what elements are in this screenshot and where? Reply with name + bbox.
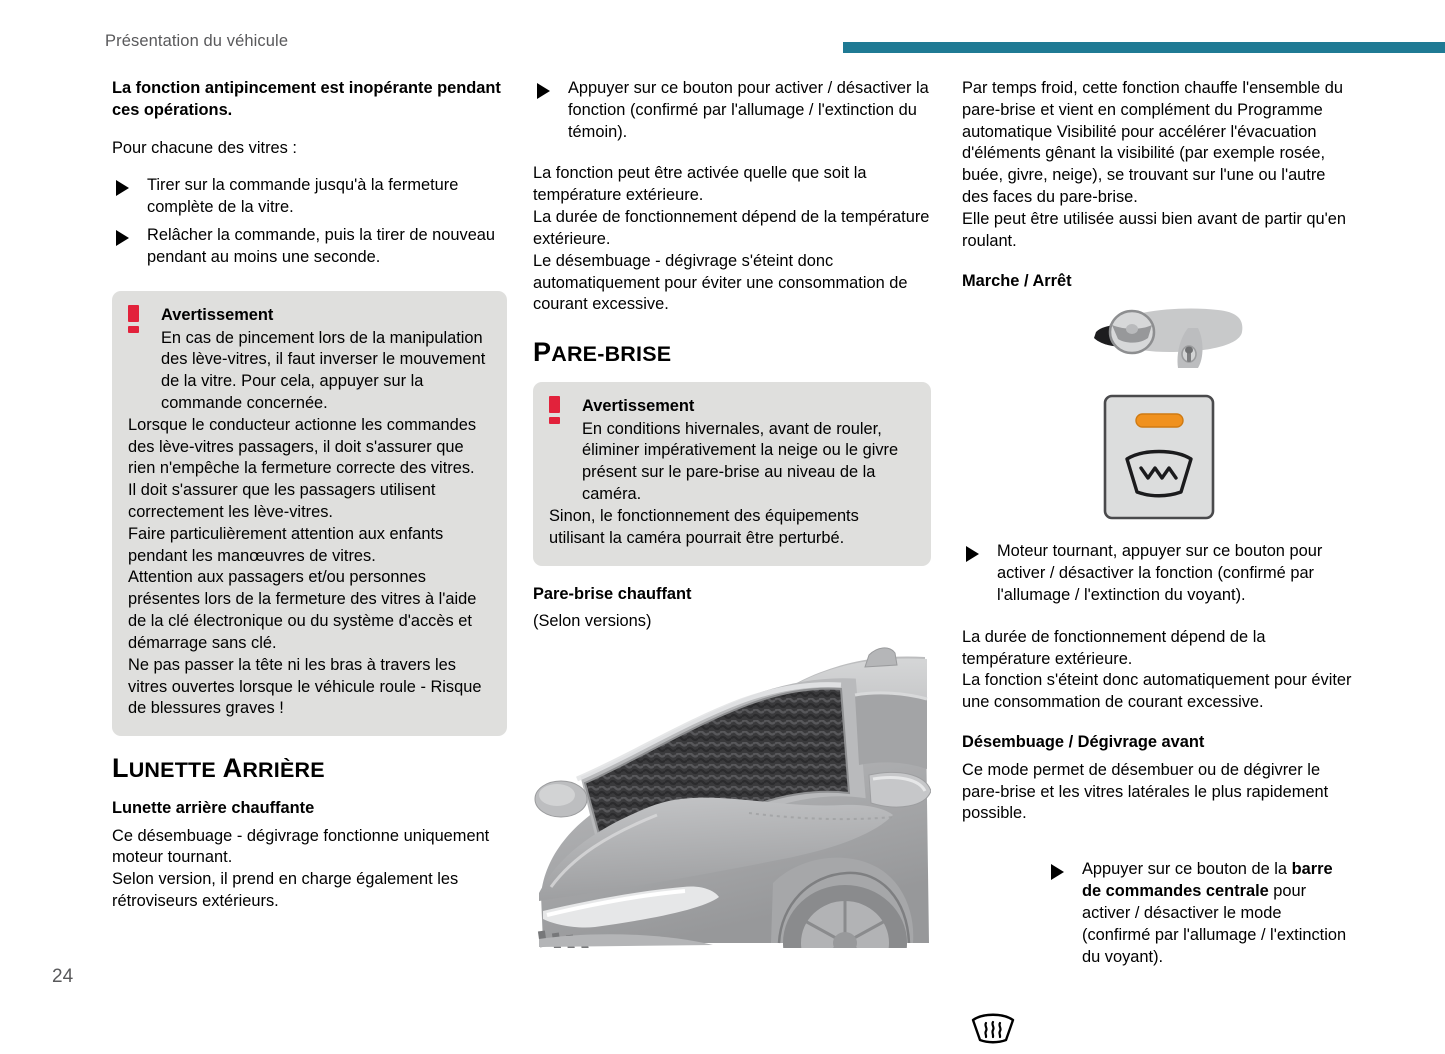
subnote-versions: (Selon versions): [533, 612, 652, 631]
warning-box-windscreen: [533, 382, 931, 566]
subheading-heated-rear-window: Lunette arrière chauffante: [112, 798, 315, 817]
defrost-instruction-part2: pour activer / désactiver le mode (confirmé par l'allumage / l'extinction du voyant).: [1082, 882, 1347, 966]
body-line: Par temps froid, cette fonction chauffe l'ensemble du pare-brise et vient en complément du Programme automatique Visibilité pour accélérer l'évacuation d'éléments gênant la visibilité (par exemple rosée, buée, givre, neige), se trouvant sur l'une ou l'autre des faces du pare-brise.: [962, 79, 1343, 207]
warning-line: En conditions hivernales, avant de rouler, éliminer impérativement la neige ou le givre présent sur le pare-brise au niveau de la caméra.: [582, 419, 899, 504]
body-line: La durée de fonctionnement dépend de la température extérieure.: [533, 208, 930, 248]
warning-title: Avertissement: [161, 305, 274, 324]
header-accent-rule: [843, 42, 1445, 53]
heated-windscreen-button-illustration: [962, 392, 1354, 525]
list-item-label: Moteur tournant, appuyer sur ce bouton pour activer / désactiver la fonction (confirmé par l'allumage / l'extinction du voyant).: [997, 542, 1323, 604]
list-item: [112, 175, 507, 219]
list-item: [962, 541, 1354, 606]
triangle-bullet-icon: [116, 230, 129, 246]
triangle-bullet-icon: [116, 180, 129, 196]
column-1: [112, 78, 507, 913]
body-line: La durée de fonctionnement dépend de la température extérieure.: [962, 627, 1266, 668]
defrost-instruction-part1: Appuyer sur ce bouton de la: [1082, 860, 1292, 879]
body-line: Selon version, il prend en charge également les rétroviseurs extérieurs.: [112, 870, 459, 911]
list-item-label: Relâcher la commande, puis la tirer de nouveau pendant au moins une seconde.: [147, 226, 496, 266]
warning-title: Avertissement: [582, 396, 695, 415]
list-item: [112, 225, 507, 269]
intro-lead-text: Pour chacune des vitres :: [112, 138, 297, 157]
page-number: 24: [52, 966, 74, 987]
subheading-front-demist-defrost: Désembuage / Dégivrage avant: [962, 733, 1205, 751]
warning-line: Il doit s'assurer que les passagers utilisent correctement les lève-vitres.: [128, 481, 436, 521]
section-heading-windscreen: PARE-BRISE: [533, 337, 672, 368]
column-3: [962, 78, 1354, 999]
list-item: [533, 78, 931, 143]
dashboard-steering-wheel-illustration: [962, 300, 1354, 390]
warning-line: En cas de pincement lors de la manipulation des lève-vitres, il faut inverser le mouvement de la vitre. Pour cela, appuyer sur la commande concernée.: [161, 328, 486, 412]
subheading-heated-windscreen: Pare-brise chauffant: [533, 584, 692, 603]
warning-line: Faire particulièrement attention aux enfants pendant les manœuvres de vitres.: [128, 524, 444, 565]
body-line: La fonction s'éteint donc automatiquement pour éviter une consommation de courant excessive.: [962, 671, 1352, 712]
column-2: [533, 78, 931, 948]
intro-bold-text: La fonction antipincement est inopérante pendant ces opérations.: [112, 79, 501, 119]
page-header: [0, 0, 1445, 62]
triangle-bullet-icon: [966, 546, 979, 562]
body-line: Ce mode permet de désembuer ou de dégivrer le pare-brise et les vitres latérales le plus rapidement possible.: [962, 760, 1329, 823]
defrost-instruction-bold: barre de commandes centrale: [1082, 860, 1333, 901]
warning-line: Ne pas passer la tête ni les bras à travers les vitres ouvertes lorsque le véhicule roule - Risque de blessures graves !: [128, 655, 482, 718]
front-windscreen-defrost-icon: [967, 1007, 1019, 1054]
warning-line: Sinon, le fonctionnement des équipements utilisant la caméra pourrait être perturbé.: [549, 506, 859, 547]
defrost-button-instruction: [962, 859, 1354, 999]
header-title: Présentation du véhicule: [105, 32, 289, 50]
exclamation-icon: [128, 305, 141, 333]
subheading-on-off: Marche / Arrêt: [962, 271, 1072, 290]
body-line: Elle peut être utilisée aussi bien avant de partir qu'en roulant.: [962, 209, 1346, 250]
instruction-list-1: [112, 175, 507, 268]
triangle-bullet-icon: [1051, 864, 1064, 880]
vehicle-windscreen-illustration: [533, 643, 931, 948]
list-item-label: Tirer sur la commande jusqu'à la fermeture complète de la vitre.: [147, 176, 459, 217]
list-item-label: Appuyer sur ce bouton pour activer / désactiver la fonction (confirmé par l'allumage / l'extinction du témoin).: [568, 79, 929, 141]
warning-box-windows: [112, 291, 507, 736]
body-line: Ce désembuage - dégivrage fonctionne uniquement moteur tournant.: [112, 826, 490, 867]
body-line: La fonction peut être activée quelle que soit la température extérieure.: [533, 164, 867, 205]
triangle-bullet-icon: [537, 83, 550, 99]
warning-line: Attention aux passagers et/ou personnes présentes lors de la fermeture des vitres à l'aide de la clé électronique ou du système d'accès et démarrage sans clé.: [128, 568, 477, 652]
section-heading-rear-window: LUNETTE ARRIÈRE: [112, 753, 325, 784]
body-line: Le désembuage - dégivrage s'éteint donc automatiquement pour éviter une consommation de courant excessive.: [533, 251, 908, 314]
exclamation-icon: [549, 396, 562, 424]
warning-line: Lorsque le conducteur actionne les commandes des lève-vitres passagers, il doit s'assurer que rien n'empêche la fermeture correcte des vitres.: [128, 415, 477, 478]
